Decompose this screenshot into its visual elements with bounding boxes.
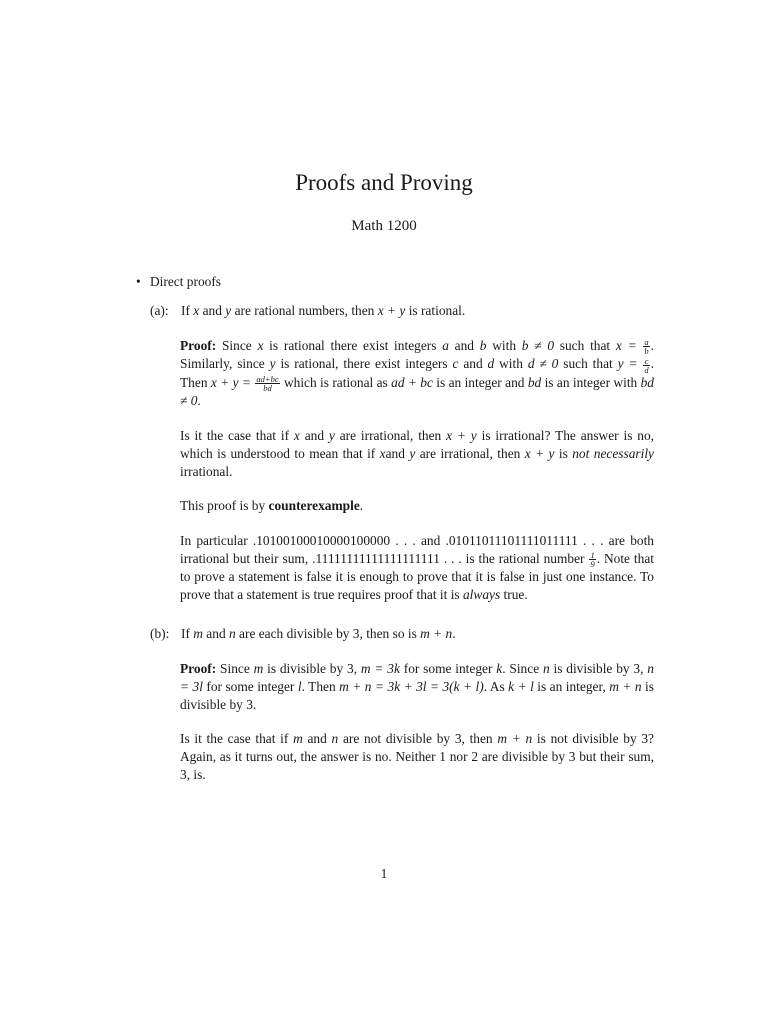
statement-b: (b): If m and n are each divisible by 3, then so is m + n. bbox=[150, 626, 456, 641]
example-paragraph: In particular .10100100010000100000 . . . and .01011011101111011111 . . . are both irrational but their sum, .11111111111111111111 . . . is the rational number $\frac{1}{9}$ . Note that to prove a statement is false it is enough to prove that it is false in just one instance. To prove that a statement is true requires proof that it is always true. bbox=[180, 533, 654, 603]
question-b: Is it the case that if m and n are not divisible by 3, then m + n is not divisible by 3? Again, as it turns out, the answer is no. Neither 1 nor 2 are divisible by 3 but their sum, 3, is. bbox=[180, 731, 654, 782]
proof-b: Proof: Since m is divisible by 3, m = 3k for some integer k. Since n is divisible by 3, n = 3l for some integer l. Then m + n = 3k + 3l = 3(k + l). As k + l is an integer, m + n is divisible by 3. bbox=[180, 661, 654, 712]
item-label-a: (a): bbox=[150, 303, 169, 318]
section-bullet bbox=[136, 274, 221, 290]
item-label-b: (b): bbox=[150, 626, 170, 641]
bullet-icon: • bbox=[136, 274, 141, 289]
fraction-a-over-b: $\frac{a}{b}$ bbox=[644, 337, 649, 357]
section-heading: Direct proofs bbox=[150, 274, 222, 289]
counterexample-note: This proof is by counterexample. bbox=[180, 498, 364, 513]
proof-label: Proof: bbox=[180, 661, 217, 676]
statement-a: (a): If x and y are rational numbers, then x + y is rational. bbox=[150, 303, 466, 318]
proof-a: Proof: Since x is rational there exist integers a and b with b ≠ 0 such that x = $\frac{a}{b}$ . Similarly, since y is rational, there exist integers c and d with d ≠ 0 such that y = $\frac{c}{d}$ . Then x + y = $\frac{ad+bc}{bd}$ which is rational as ad + bc is an integer and bd is an integer with bd ≠ 0. bbox=[180, 337, 655, 409]
fraction-sum: $\frac{ad+bc}{bd}$ bbox=[256, 374, 279, 394]
document-title: Proofs and Proving bbox=[295, 170, 473, 195]
question-a: Is it the case that if x and y are irrational, then x + y is irrational? The answer is no, which is understood to mean that if xand y are irrational, then x + y is not necessarily irrational. bbox=[180, 428, 654, 479]
page-number: 1 bbox=[380, 866, 388, 881]
proof-label: Proof: bbox=[180, 338, 217, 353]
fraction-c-over-d: $\frac{c}{d}$ bbox=[644, 355, 649, 375]
course-subtitle: Math 1200 bbox=[351, 218, 417, 234]
fraction-one-ninth: $\frac{1}{9}$ bbox=[590, 550, 595, 570]
